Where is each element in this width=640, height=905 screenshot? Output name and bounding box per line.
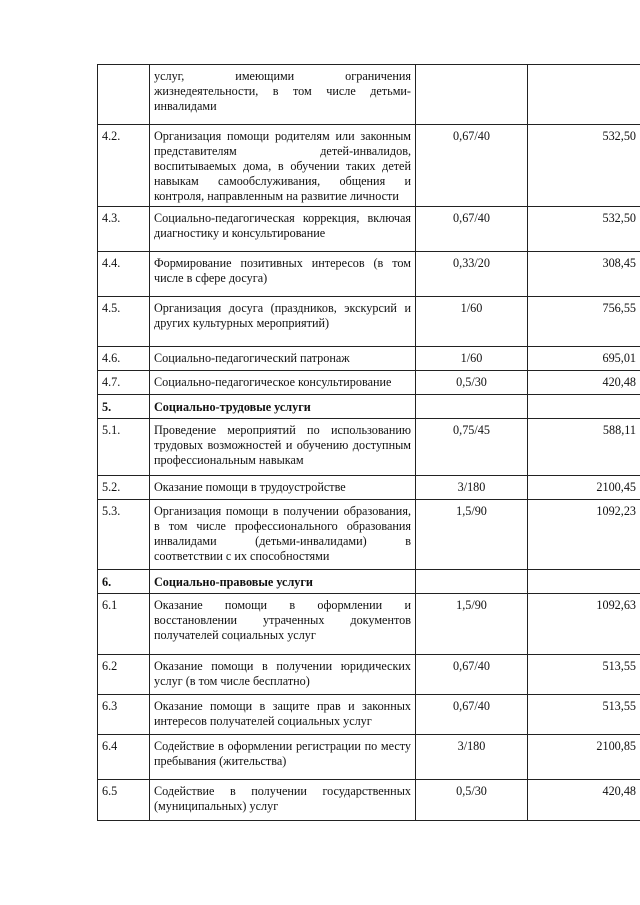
time-norm-cell: 3/180 [416,476,528,500]
service-price-cell: 756,55 [528,297,640,347]
time-norm-cell: 1,5/90 [416,500,528,570]
row-number-cell: 4.3. [98,207,150,252]
row-number-cell: 5.1. [98,419,150,476]
time-norm-cell: 0,33/20 [416,252,528,297]
service-name-cell: Социально-педагогический патронаж [150,347,416,371]
service-name-cell: Содействие в оформлении регистрации по месту пребывания (жительства) [150,735,416,780]
service-price-cell: 588,11 [528,419,640,476]
service-row [98,371,640,395]
service-price-cell: 2100,45 [528,476,640,500]
service-name-cell: Социально-правовые услуги [150,570,416,594]
time-norm-cell [416,570,528,594]
row-number-cell: 6.1 [98,594,150,655]
row-number-cell: 4.5. [98,297,150,347]
time-norm-cell: 1/60 [416,297,528,347]
service-row [98,695,640,735]
service-name-cell: Формирование позитивных интересов (в том числе в сфере досуга) [150,252,416,297]
service-name-cell: Проведение мероприятий по использованию трудовых возможностей и обучению доступным профессиональным навыкам [150,419,416,476]
service-row [98,780,640,821]
service-price-cell: 420,48 [528,780,640,821]
row-number-cell: 6.3 [98,695,150,735]
service-row [98,735,640,780]
service-row [98,65,640,125]
section-row [98,570,640,594]
service-row [98,476,640,500]
services-table-body [98,65,640,821]
time-norm-cell: 1,5/90 [416,594,528,655]
row-number-cell: 5.3. [98,500,150,570]
service-price-cell: 532,50 [528,125,640,207]
service-price-cell [528,395,640,419]
service-price-cell: 695,01 [528,347,640,371]
service-price-cell [528,65,640,125]
service-name-cell: Социально-педагогическая коррекция, включая диагностику и консультирование [150,207,416,252]
service-price-cell: 513,55 [528,655,640,695]
row-number-cell: 4.6. [98,347,150,371]
service-row [98,125,640,207]
time-norm-cell: 0,67/40 [416,125,528,207]
service-price-cell [528,570,640,594]
time-norm-cell: 1/60 [416,347,528,371]
time-norm-cell: 0,75/45 [416,419,528,476]
time-norm-cell [416,395,528,419]
service-name-cell: Оказание помощи в оформлении и восстановлении утраченных документов получателей социальных услуг [150,594,416,655]
service-name-cell: Оказание помощи в трудоустройстве [150,476,416,500]
service-row [98,419,640,476]
service-name-cell: Оказание помощи в защите прав и законных интересов получателей социальных услуг [150,695,416,735]
row-number-cell: 6.4 [98,735,150,780]
service-price-cell: 1092,63 [528,594,640,655]
time-norm-cell: 0,67/40 [416,695,528,735]
time-norm-cell: 0,67/40 [416,655,528,695]
row-number-cell: 6.5 [98,780,150,821]
row-number-cell: 5. [98,395,150,419]
service-name-cell: Организация помощи в получении образования, в том числе профессионального образования инвалидами (детьми-инвалидами) в соответствии с их способностями [150,500,416,570]
service-row [98,655,640,695]
service-row [98,594,640,655]
service-price-cell: 2100,85 [528,735,640,780]
service-row [98,207,640,252]
service-row [98,297,640,347]
service-name-cell: Содействие в получении государственных (муниципальных) услуг [150,780,416,821]
row-number-cell: 4.7. [98,371,150,395]
time-norm-cell: 0,5/30 [416,371,528,395]
service-name-cell: Организация помощи родителям или законным представителям детей-инвалидов, воспитываемых дома, в обучении таких детей навыкам самообслуживания, общения и контроля, направленным на развитие личности [150,125,416,207]
time-norm-cell: 0,67/40 [416,207,528,252]
service-name-cell: Социально-трудовые услуги [150,395,416,419]
row-number-cell: 5.2. [98,476,150,500]
service-name-cell: услуг, имеющими ограничения жизнедеятельности, в том числе детьми-инвалидами [150,65,416,125]
service-name-cell: Социально-педагогическое консультирование [150,371,416,395]
row-number-cell: 4.2. [98,125,150,207]
row-number-cell: 6. [98,570,150,594]
row-number-cell: 6.2 [98,655,150,695]
section-row [98,395,640,419]
service-price-cell: 513,55 [528,695,640,735]
service-row [98,252,640,297]
service-row [98,347,640,371]
service-price-cell: 532,50 [528,207,640,252]
service-row [98,500,640,570]
row-number-cell: 4.4. [98,252,150,297]
time-norm-cell [416,65,528,125]
service-name-cell: Организация досуга (праздников, экскурсий и других культурных мероприятий) [150,297,416,347]
time-norm-cell: 0,5/30 [416,780,528,821]
service-price-cell: 420,48 [528,371,640,395]
service-price-cell: 308,45 [528,252,640,297]
service-name-cell: Оказание помощи в получении юридических услуг (в том числе бесплатно) [150,655,416,695]
service-price-cell: 1092,23 [528,500,640,570]
row-number-cell [98,65,150,125]
time-norm-cell: 3/180 [416,735,528,780]
services-table [97,64,640,821]
